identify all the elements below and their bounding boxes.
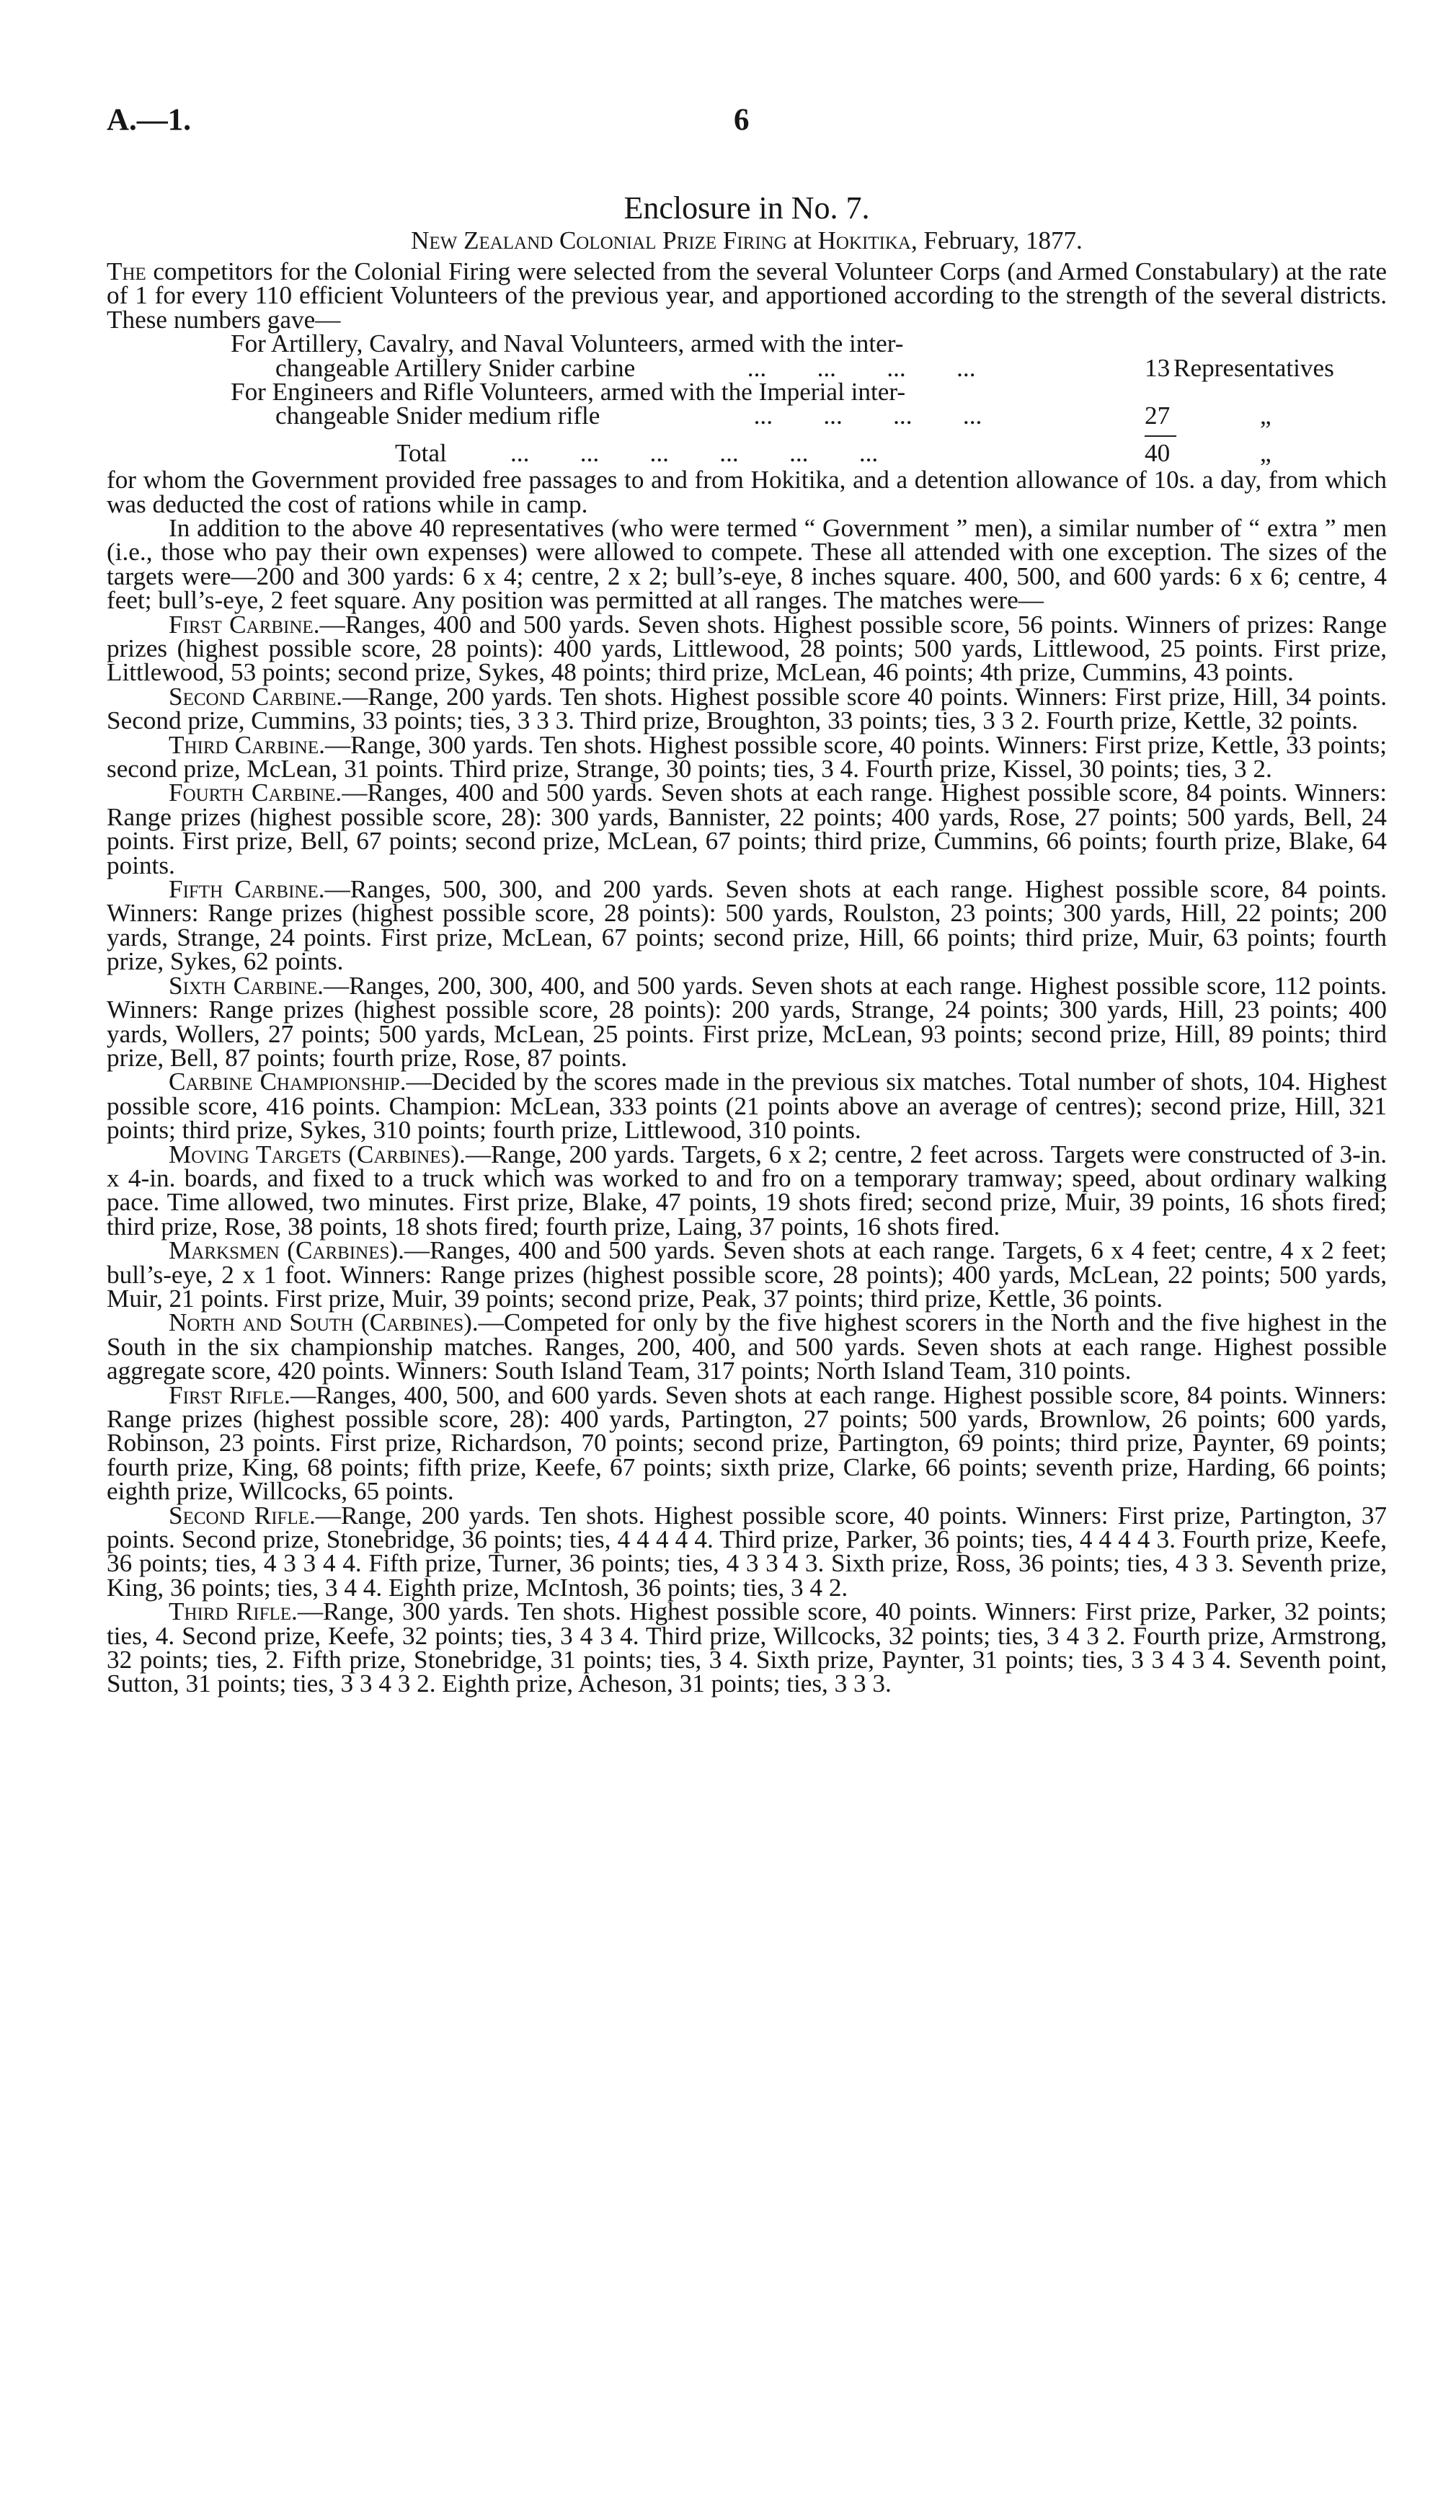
match-title: Second Carbine. (169, 682, 343, 711)
match-title: Moving Targets (Carbines). (169, 1140, 466, 1168)
match-paragraph (107, 610, 1387, 687)
subtitle-at: at (786, 226, 818, 254)
total-rule (1145, 435, 1176, 437)
match-title: Third Rifle. (169, 1597, 298, 1626)
subtitle-date: , February, 1877. (910, 226, 1083, 254)
rep-engineers-label: For Engineers and Rifle Volunteers, armed with the Imperial inter- (231, 378, 906, 406)
match-title: Fourth Carbine. (169, 778, 342, 807)
total-count: 40 (1145, 438, 1171, 467)
match-details: —Ranges, 400 and 500 yards. Seven shots. Highest possible score, 56 points. Winners of prizes: Range prizes (highest possible score, 28 points): 400 yards, Littlewood, 28 points; 500 yards, Littlewood, 25 points. First prize, Littlewood, 53 points; second prize, Sykes, 48 points; third prize, McLean, 46 points; 4th prize, Cummins, 43 points. (107, 610, 1387, 687)
page-number: 6 (734, 103, 750, 137)
rep-engineers-ditto: „ (1260, 401, 1271, 430)
match-details: —Ranges, 400 and 500 yards. Seven shots at each range. Targets, 6 x 4 feet; centre, 4 x 2 feet; bull’s-eye, 2 x 1 foot. Winners: Range prizes (highest possible score, 28 points); 400 yards, McLean, 22 points; 500 yards, Muir, 21 points. First prize, Muir, 39 points; second prize, Peak, 37 points; third prize, Kettle, 36 points. (107, 1236, 1387, 1313)
total-label: Total (395, 438, 447, 467)
intro-text: competitors for the Colonial Firing were selected from the several Volunteer Corps (and Armed Constabulary) at the rate of 1 for every 110 efficient Volunteers of the previous year, and apportioned according to the strength of the several districts. These numbers gave— (107, 257, 1387, 334)
match-details: —Range, 200 yards. Targets, 6 x 2; centre, 2 feet across. Targets were constructed of 3-in. x 4-in. boards, and fixed to a truck which was worked to and fro on a temporary tramway; speed, about ordinary walking pace. Time allowed, two minutes. First prize, Blake, 47 points, 19 shots fired; second prize, Muir, 39 points, 16 shots fired; third prize, Rose, 38 points, 18 shots fired; fourth prize, Laing, 37 points, 16 shots fired. (107, 1140, 1388, 1241)
intro-lead: The (107, 257, 146, 285)
document-page (107, 103, 1388, 1698)
match-details: —Ranges, 400 and 500 yards. Seven shots at each range. Highest possible score, 84 points. Winners: Range prizes (highest possible score, 28): 300 yards, Bannister, 22 points; 400 yards, Rose, 27 points; 500 yards, Bell, 24 points. First prize, Bell, 67 points; second prize, McLean, 67 points; third prize, Cummins, 66 points; fourth prize, Blake, 64 points. (107, 778, 1387, 879)
match-title: Carbine Championship. (169, 1068, 407, 1096)
match-title: Third Carbine. (169, 730, 325, 759)
match-details: —Ranges, 200, 300, 400, and 500 yards. Seven shots at each range. Highest possible score, 112 points. Winners: Range prizes (highest possible score, 28 points): 200 yards, Strange, 24 points; 300 yards, Hill, 23 points; 400 yards, Wollers, 27 points; 500 yards, McLean, 25 points. First prize, McLean, 93 points; second prize, Hill, 89 points; third prize, Bell, 87 points; fourth prize, Rose, 87 points. (107, 971, 1387, 1072)
match-paragraph (107, 1310, 1387, 1383)
rep-engineers-count: 27 (1145, 401, 1171, 430)
match-title: First Carbine. (169, 610, 320, 639)
match-paragraph (107, 1068, 1387, 1145)
page-header (107, 103, 1387, 159)
match-paragraph (107, 730, 1387, 784)
match-title: Sixth Carbine. (169, 971, 324, 1000)
subtitle-event: New Zealand Colonial Prize Firing (411, 226, 787, 254)
passages-paragraph: for whom the Government provided free passages to and from Hokitika, and a detention allowance of 10s. a day, from which was deducted the cost of rations while in camp. (107, 466, 1387, 518)
match-paragraph (107, 1501, 1388, 1602)
match-paragraph (107, 971, 1387, 1072)
match-paragraph (107, 877, 1387, 974)
rep-engineers-leaders: ... ... ... ... (741, 401, 982, 430)
addition-paragraph: In addition to the above 40 representatives (who were termed “ Government ” men), a similar number of “ extra ” men (i.e., those who pay their own expenses) were allowed to compete. These all attended with one exception. The sizes of the targets were—200 and 300 yards: 6 x 4; centre, 2 x 2; bull’s-eye, 8 inches square. 400, 500, and 600 yards: 6 x 6; centre, 4 feet; bull’s-eye, 2 feet square. Any position was permitted at all ranges. The matches were— (107, 513, 1387, 615)
total-ditto: „ (1260, 438, 1271, 467)
match-title: North and South (Carbines). (169, 1308, 479, 1337)
rep-row-artillery-2 (107, 353, 1387, 382)
rep-row-engineers-1 (107, 380, 1387, 404)
total-leaders: ... ... ... ... ... ... (510, 438, 879, 467)
match-paragraph (107, 1236, 1387, 1313)
match-title: Second Rifle. (169, 1501, 316, 1530)
intro-paragraph (107, 259, 1387, 332)
subtitle-place: Hokitika (817, 226, 911, 254)
match-title: Fifth Carbine. (169, 875, 325, 904)
match-details: —Range, 200 yards. Ten shots. Highest possible score, 40 points. Winners: First prize, Partington, 37 points. Second prize, Stonebridge, 36 points; ties, 4 4 4 4 4. Third prize, Parker, 36 points; ties, 4 4 4 4 3. Fourth prize, Keefe, 36 points; ties, 4 3 3 4 4. Fifth prize, Turner, 36 points; ties, 4 3 3 4 3. Sixth prize, Ross, 36 points; ties, 4 3 3. Seventh prize, King, 36 points; ties, 3 4 4. Eighth prize, McIntosh, 36 points; ties, 3 4 2. (107, 1501, 1388, 1602)
match-title: Marksmen (Carbines). (169, 1236, 404, 1265)
rep-row-total (107, 438, 1387, 467)
match-paragraph (107, 1597, 1388, 1698)
rep-artillery-label: For Artillery, Cavalry, and Naval Volunteers, armed with the inter- (231, 329, 904, 358)
rep-engineers-label-cont: changeable Snider medium rifle (275, 401, 600, 430)
match-details: —Range, 300 yards. Ten shots. Highest possible score, 40 points. Winners: First prize, Kettle, 33 points; second prize, McLean, 31 points. Third prize, Strange, 30 points; ties, 3 4. Fourth prize, Kissel, 30 points; ties, 3 2. (107, 730, 1387, 784)
enclosure-title: Enclosure in No. 7. (623, 190, 870, 226)
rep-artillery-count: 13 (1145, 353, 1171, 382)
match-paragraph (107, 1380, 1387, 1506)
rep-row-artillery-1 (107, 329, 1387, 358)
match-details: —Ranges, 400, 500, and 600 yards. Seven shots at each range. Highest possible score, 84 points. Winners: Range prizes (highest possible score, 28): 400 yards, Partington, 27 points; 500 yards, Brownlow, 26 points; 600 yards, Robinson, 23 points. First prize, Richardson, 70 points; second prize, Partington, 69 points; third prize, Paynter, 69 points; fourth prize, King, 68 points; fifth prize, Keefe, 67 points; sixth prize, Clarke, 66 points; seventh prize, Harding, 66 points; eighth prize, Willcocks, 65 points. (107, 1380, 1387, 1506)
parliamentary-paper-reference: A.—1. (107, 103, 192, 137)
rep-artillery-label-cont: changeable Artillery Snider carbine (275, 353, 636, 382)
rep-artillery-unit: Representatives (1173, 353, 1334, 382)
match-paragraph (107, 778, 1387, 879)
match-paragraph (107, 682, 1388, 735)
match-details: —Ranges, 500, 300, and 200 yards. Seven shots at each range. Highest possible score, 84 points. Winners: Range prizes (highest possible score, 28 points): 500 yards, Roulston, 23 points; 300 yards, Hill, 22 points; 200 yards, Strange, 24 points. First prize, McLean, 67 points; second prize, Hill, 66 points; third prize, Muir, 63 points; fourth prize, Sykes, 62 points. (107, 875, 1387, 976)
rep-row-engineers-2 (107, 401, 1387, 430)
match-details: —Range, 200 yards. Ten shots. Highest possible score 40 points. Winners: First prize, Hill, 34 points. Second prize, Cummins, 33 points; ties, 3 3 3. Third prize, Broughton, 33 points; ties, 3 3 2. Fourth prize, Kettle, 32 points. (107, 682, 1388, 735)
representatives-table (107, 329, 1387, 467)
match-details: —Decided by the scores made in the previous six matches. Total number of shots, 104. Highest possible score, 416 points. Champion: McLean, 333 points (21 points above an average of centres); second prize, Hill, 321 points; third prize, Sykes, 310 points; fourth prize, Littlewood, 310 points. (107, 1068, 1387, 1145)
rep-artillery-leaders: ... ... ... ... (741, 353, 976, 382)
match-paragraph (107, 1140, 1388, 1241)
match-details: —Competed for only by the five highest scorers in the North and the five highest in the South in the six championship matches. Ranges, 200, 400, and 500 yards. Seven shots at each range. Highest possible aggregate score, 420 points. Winners: South Island Team, 317 points; North Island Team, 310 points. (107, 1308, 1387, 1385)
matches-list (107, 610, 1388, 1698)
match-details: —Range, 300 yards. Ten shots. Highest possible score, 40 points. Winners: First prize, Parker, 32 points; ties, 4. Second prize, Keefe, 32 points; ties, 3 4 3 4. Third prize, Willcocks, 32 points; ties, 3 4 3 2. Fourth prize, Armstrong, 32 points; ties, 2. Fifth prize, Stonebridge, 31 points; ties, 3 4. Sixth prize, Paynter, 31 points; ties, 3 3 4 3 4. Seventh point, Sutton, 31 points; ties, 3 3 4 3 2. Eighth prize, Acheson, 31 points; ties, 3 3 3. (107, 1597, 1388, 1698)
enclosure-subtitle (107, 226, 1387, 255)
match-title: First Rifle. (169, 1380, 290, 1409)
